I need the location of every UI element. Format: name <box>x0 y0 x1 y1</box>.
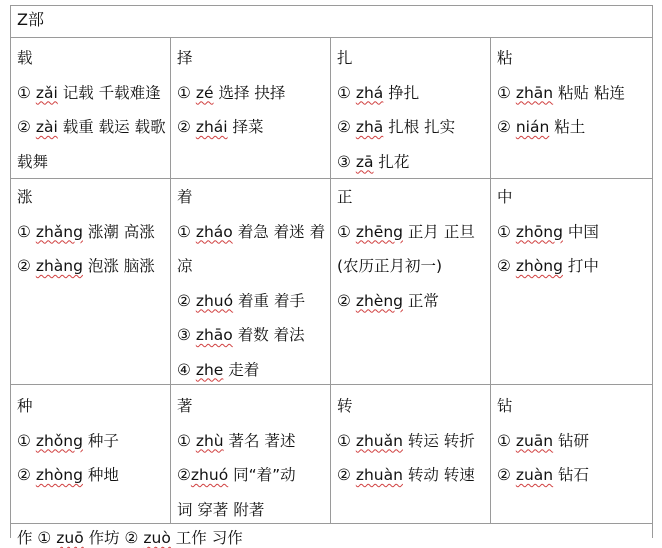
char-cell <box>337 396 489 484</box>
line-text: ① <box>497 222 516 241</box>
grid-line-row3-bottom <box>10 523 653 524</box>
footer-line <box>17 528 243 548</box>
pinyin-reading: zháo <box>195 222 233 241</box>
line-text: ② <box>177 466 191 484</box>
reading-line <box>337 256 442 276</box>
char-cell <box>497 48 649 136</box>
line-text: 转运 转折 <box>402 431 475 450</box>
grid-line-col2 <box>330 37 331 524</box>
pinyin-reading: zhuàn <box>355 466 403 484</box>
pinyin-reading: zuò <box>143 529 171 547</box>
line-text: ① <box>17 83 36 102</box>
line-text: 粘贴 粘连 <box>553 83 625 102</box>
reading-line <box>17 152 48 172</box>
pinyin-reading: zhòng <box>515 257 563 275</box>
line-text: 钻研 <box>553 431 590 450</box>
line-text: 转动 转速 <box>402 466 475 484</box>
reading-line <box>177 291 305 311</box>
pinyin-reading: zhōng <box>515 222 563 241</box>
reading-line <box>497 117 585 137</box>
line-text: 种地 <box>82 466 119 484</box>
reading-line <box>337 152 409 172</box>
line-text: 正常 <box>403 291 439 310</box>
char-heading: 转 <box>337 397 353 415</box>
line-text: 中国 <box>562 222 599 241</box>
pinyin-reading: zuān <box>515 431 554 450</box>
pinyin-reading: zǎi <box>35 83 58 102</box>
char-cell <box>497 187 649 275</box>
char-heading: 着 <box>177 188 193 206</box>
reading-line <box>337 222 475 242</box>
reading-line <box>177 431 295 451</box>
footer-row <box>17 528 647 548</box>
line-text: ④ <box>177 360 196 379</box>
line-text: 记载 千载难逢 <box>57 83 161 102</box>
reading-line <box>17 465 119 485</box>
char-heading: 著 <box>177 397 193 415</box>
pinyin-reading: zhù <box>195 431 224 450</box>
line-text: ① <box>17 222 36 241</box>
line-text: 种子 <box>82 431 119 450</box>
line-text: ② <box>497 466 516 484</box>
char-cell <box>177 48 329 136</box>
reading-line <box>337 431 475 451</box>
line-text: 泡涨 脑涨 <box>82 257 155 275</box>
reading-line <box>17 256 155 276</box>
char-heading: 钻 <box>497 397 513 415</box>
reading-line <box>177 83 285 103</box>
line-text: 正月 正旦 <box>403 222 475 241</box>
pinyin-reading: zhái <box>195 118 228 136</box>
char-cell <box>17 396 169 484</box>
reading-line <box>497 256 599 276</box>
line-text: (农历正月初一) <box>337 257 443 275</box>
line-text: ① <box>497 83 516 102</box>
line-text: 作坊 ② <box>83 529 144 547</box>
line-text: ③ <box>337 152 356 171</box>
pinyin-reading: nián <box>515 118 550 136</box>
reading-line <box>497 465 589 485</box>
line-text: 择菜 <box>227 118 264 136</box>
line-text: 粘土 <box>549 118 586 136</box>
reading-line <box>337 465 475 485</box>
char-heading: 中 <box>497 188 513 206</box>
reading-line <box>177 222 325 242</box>
char-heading: 正 <box>337 188 353 206</box>
pinyin-reading: zhuǎn <box>355 431 403 450</box>
char-heading: 涨 <box>17 188 33 206</box>
line-text: 工作 习作 <box>170 529 243 547</box>
line-text: 涨潮 高涨 <box>82 222 155 241</box>
line-text: ① <box>177 83 196 102</box>
pinyin-reading: zuàn <box>515 466 554 484</box>
reading-line <box>177 256 193 276</box>
char-heading: 载 <box>17 49 33 67</box>
line-text: 打中 <box>562 257 599 275</box>
reading-line <box>177 117 264 137</box>
reading-line <box>497 431 589 451</box>
line-text: ② <box>337 466 356 484</box>
line-text: ② <box>337 118 356 136</box>
line-text: ② <box>177 118 196 136</box>
line-text: ② <box>337 291 356 310</box>
pinyin-reading: zhǒng <box>35 431 83 450</box>
pinyin-reading: zé <box>195 83 214 102</box>
line-text: 着重 着手 <box>233 291 305 310</box>
grid-line-top <box>10 5 653 6</box>
char-cell <box>337 187 489 310</box>
line-text: ① <box>337 83 356 102</box>
grid-line-row1-bottom <box>10 178 653 179</box>
reading-line <box>17 431 119 451</box>
reading-line <box>177 325 305 345</box>
line-text: ② <box>497 257 516 275</box>
line-text: ② <box>17 118 36 136</box>
char-heading: 种 <box>17 397 33 415</box>
line-text: ① <box>17 431 36 450</box>
reading-line <box>177 360 259 380</box>
reading-line <box>17 222 155 242</box>
line-text: ① <box>497 431 516 450</box>
line-text: ① <box>177 222 196 241</box>
reading-line <box>497 83 625 103</box>
reading-line <box>17 117 166 137</box>
line-text: 挣扎 <box>383 83 420 102</box>
section-title: Z部 <box>17 10 44 29</box>
line-text: ① <box>177 431 196 450</box>
char-heading: 择 <box>177 49 193 67</box>
line-text: ② <box>17 257 36 275</box>
line-text: 钻石 <box>553 466 590 484</box>
pinyin-reading: zhèng <box>355 291 403 310</box>
char-cell <box>17 187 169 275</box>
grid-line-right <box>652 5 653 538</box>
reading-line <box>177 465 296 485</box>
line-text: 选择 抉择 <box>213 83 286 102</box>
pinyin-reading: zhe <box>195 360 224 379</box>
line-text: 着数 着法 <box>232 326 305 344</box>
line-text: 载重 载运 载歌 <box>57 118 166 136</box>
reading-line <box>337 117 455 137</box>
line-text: ① <box>337 431 356 450</box>
reading-line <box>497 222 599 242</box>
pinyin-reading: zhá <box>355 83 384 102</box>
pinyin-reading: zhòng <box>35 466 83 484</box>
line-text: ② <box>17 466 36 484</box>
line-text: ② <box>177 291 196 310</box>
char-cell <box>497 396 649 484</box>
grid-line-left <box>10 5 11 538</box>
char-cell <box>17 48 169 171</box>
char-heading: 粘 <box>497 49 513 67</box>
pinyin-reading: zā <box>355 152 374 171</box>
reading-line <box>337 291 439 311</box>
line-text: 扎花 <box>373 152 410 171</box>
line-text: ② <box>497 118 516 136</box>
line-text: ① <box>337 222 356 241</box>
pinyin-reading: zhuó <box>195 291 234 310</box>
line-text: 著名 著述 <box>223 431 296 450</box>
char-cell <box>177 187 329 379</box>
pinyin-reading: zuō <box>56 529 84 547</box>
line-text: 扎根 扎实 <box>383 118 456 136</box>
grid-line-header-bottom <box>10 37 653 38</box>
pinyin-reading: zhuó <box>190 466 229 484</box>
char-cell <box>337 48 489 171</box>
line-text: 着急 着迷 着 <box>232 222 326 241</box>
pinyin-reading: zhān <box>515 83 554 102</box>
pinyin-reading: zài <box>35 118 58 136</box>
line-text: 载舞 <box>17 152 49 171</box>
line-text: 同“着”动 <box>228 466 296 484</box>
pinyin-reading: zhàng <box>35 257 83 275</box>
pinyin-reading: zhā <box>355 118 384 136</box>
line-text: ③ <box>177 326 196 344</box>
reading-line <box>17 83 161 103</box>
reading-line <box>177 500 264 520</box>
pinyin-reading: zhǎng <box>35 222 83 241</box>
line-text: 走着 <box>223 360 260 379</box>
reading-line <box>337 83 419 103</box>
pinyin-reading: zhēng <box>355 222 403 241</box>
pinyin-reading: zhāo <box>195 326 233 344</box>
grid-line-col3 <box>490 37 491 524</box>
char-heading: 扎 <box>337 49 353 67</box>
line-text: 作 ① <box>17 529 57 547</box>
char-cell <box>177 396 329 519</box>
line-text: 凉 <box>177 257 193 275</box>
line-text: 词 穿著 附著 <box>177 500 265 519</box>
grid-line-col1 <box>170 37 171 524</box>
grid-line-row2-bottom <box>10 384 653 385</box>
